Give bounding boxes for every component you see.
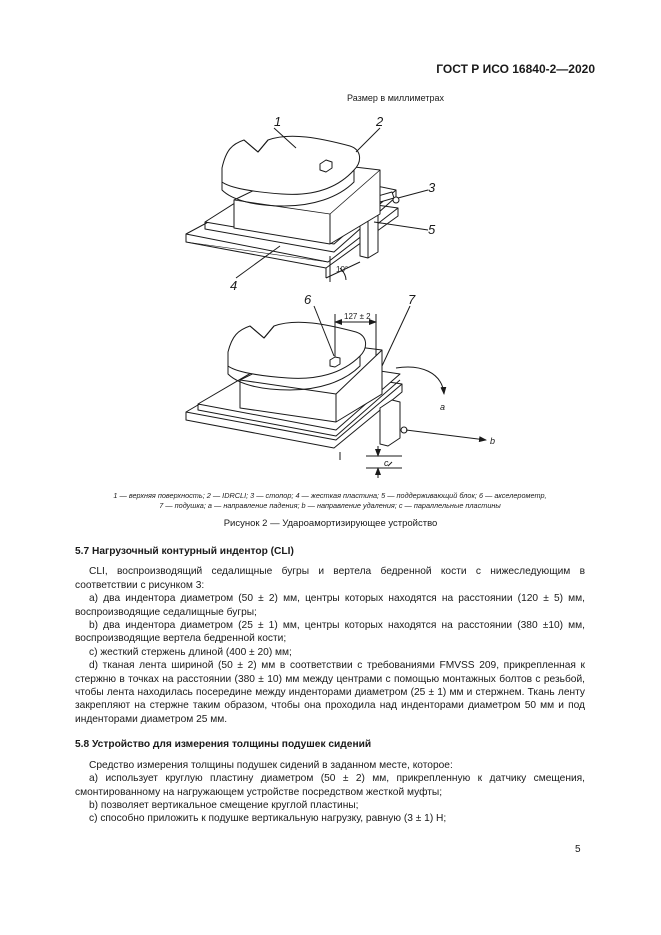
figure-caption: Рисунок 2 — Удароамортизирующее устройство (223, 518, 438, 529)
page-number: 5 (575, 844, 581, 855)
section-5-8-item-b: b) позволяет вертикальное смещение круглой пластины; (89, 799, 359, 811)
callout-2: 2 (376, 114, 384, 129)
callout-4: 4 (230, 278, 238, 293)
figure-2-illustration (0, 100, 661, 490)
section-5-7-heading: 5.7 Нагрузочный контурный индентор (CLI) (75, 546, 294, 557)
callout-3: 3 (428, 180, 436, 195)
section-5-7-item-b: b) два индентора диаметром (25 ± 1) мм, центры которых находятся на расстоянии (380 ±10) мм, воспроизводящие вертела бедренной кости; (75, 620, 585, 645)
legend-line-2: 7 — подушка; a — направление падения; b — направление удаления; c — параллельные пластины (159, 501, 501, 510)
units-note: Размер в миллиметрах (347, 93, 444, 103)
section-5-7-item-d: d) тканая лента шириной (50 ± 2) мм в соответствии с требованиями FMVSS 209, прикрепленная к стержню в точках на расстоянии (380 ± 10) мм между центрами с помощью монтажных болтов с резьбой, чтобы лента находилась посередине между инденторами диаметром (25 ± 1) мм и стержнем. Ткань ленту закрепляют на стержне таким образом, чтобы она проходила над инденторами диаметром 50 мм и под инденторами диаметром 25 мм. (75, 660, 585, 725)
document-id: ГОСТ Р ИСО 16840-2—2020 (436, 62, 595, 76)
label-a: a (440, 402, 446, 412)
section-5-8-heading: 5.8 Устройство для измерения толщины подушек сидений (75, 739, 372, 751)
section-5-8-item-a: a) использует круглую пластину диаметром (50 ± 2) мм, прикрепленную к датчику смещения, смонтированному на нагружающем устройстве посредством жесткой муфты; (75, 773, 585, 798)
section-5-8-intro: Средство измерения толщины подушек сидений в заданном месте, которое: (89, 759, 453, 771)
callout-7: 7 (408, 292, 416, 307)
section-5-7-item-c: c) жесткий стержень длиной (400 ± 20) мм; (89, 646, 292, 658)
angle-label: 10° (336, 265, 349, 274)
figure-legend (40, 491, 620, 511)
legend-line-1: 1 — верхняя поверхность; 2 — IDRCLI; 3 — стопор; 4 — жесткая пластина; 5 — поддерживающий блок; 6 — акселерометр, (113, 491, 547, 500)
label-c: c (384, 458, 389, 468)
section-5-7-intro: CLI, воспроизводящий седалищные бугры и вертела бедренной кости с нижеследующим в соответствии с рисунком 3: (75, 566, 585, 591)
section-5-8-item-c: c) способно приложить к подушке вертикальную нагрузку, равную (3 ± 1) Н; (89, 813, 447, 825)
label-b: b (490, 436, 496, 446)
dimension-label: 127 ± 2 (344, 312, 371, 321)
callout-6: 6 (304, 292, 312, 307)
callout-1: 1 (274, 114, 282, 129)
callout-5: 5 (428, 222, 436, 237)
section-5-7-item-a: a) два индентора диаметром (50 ± 2) мм, центры которых находятся на расстоянии (120 ± 5) мм, воспроизводящие седалищные бугры; (75, 593, 585, 618)
document-body (75, 545, 585, 826)
